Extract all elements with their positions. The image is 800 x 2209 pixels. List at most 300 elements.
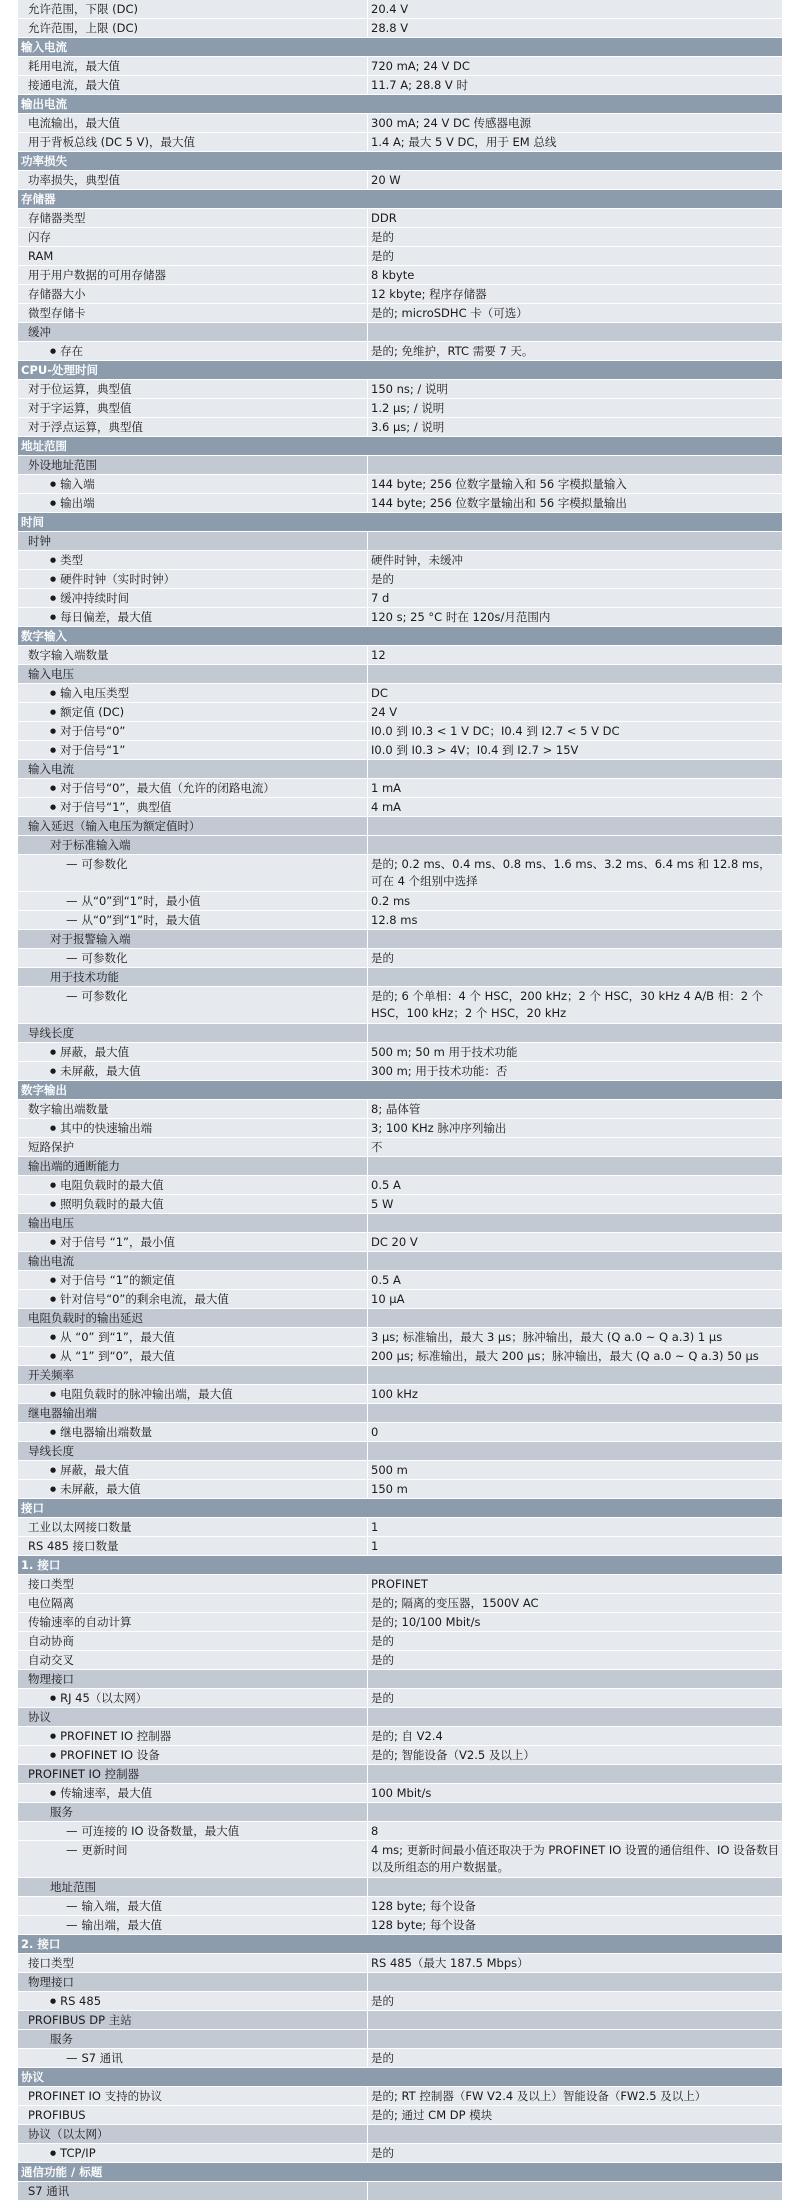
spec-value: 3 µs; 标准输出，最大 3 µs；脉冲输出，最大 (Q a.0 ~ Q a.3) 1 µs: [367, 1328, 782, 1346]
spec-value: 3.6 µs; / 说明: [367, 418, 782, 436]
spec-label: 接口类型: [18, 1954, 367, 1972]
spec-label: — 更新时间: [18, 1841, 367, 1877]
spec-value: 150 ns; / 说明: [367, 380, 782, 398]
spec-value: [367, 760, 782, 778]
spec-label: ● 输入电压类型: [18, 684, 367, 702]
spec-row: [18, 1897, 782, 1916]
spec-row: [18, 1062, 782, 1081]
subsection-label: 输入延迟（输入电压为额定值时）: [28, 819, 201, 833]
subsection-label: 缓冲: [28, 325, 51, 339]
spec-label: ● 额定值 (DC): [18, 703, 367, 721]
spec-label: 接通电流，最大值: [18, 76, 367, 94]
section-title: 通信功能 / 标题: [21, 2165, 103, 2179]
subsection-row: [18, 2030, 782, 2049]
spec-value: [367, 1309, 782, 1327]
spec-label: 对于浮点运算，典型值: [18, 418, 367, 436]
spec-value: 不: [367, 1138, 782, 1156]
spec-row: [18, 399, 782, 418]
spec-row: [18, 475, 782, 494]
subsection-row: [18, 1670, 782, 1689]
spec-row: [18, 1385, 782, 1404]
spec-value: 7 d: [367, 589, 782, 607]
spec-value: 12 kbyte; 程序存储器: [367, 285, 782, 303]
spec-label: ● 对于信号 “1”，最小值: [18, 1233, 367, 1251]
spec-value: 是的; 智能设备（V2.5 及以上）: [367, 1746, 782, 1764]
section-title: 数字输入: [21, 629, 67, 643]
spec-label: ● 从 “1” 到“0”，最大值: [18, 1347, 367, 1365]
spec-value: [367, 1214, 782, 1232]
section-title: 输入电流: [21, 40, 67, 54]
spec-label: — 可参数化: [18, 987, 367, 1023]
spec-row: [18, 209, 782, 228]
spec-row: [18, 2144, 782, 2163]
spec-label: 闪存: [18, 228, 367, 246]
spec-value: [367, 456, 782, 474]
subsection-label: 协议: [28, 1710, 51, 1724]
spec-label: ● RJ 45（以太网）: [18, 1689, 367, 1707]
spec-row: [18, 1119, 782, 1138]
spec-label: ● 照明负载时的最大值: [18, 1195, 367, 1213]
spec-label: 短路保护: [18, 1138, 367, 1156]
subsection-label: 对于报警输入端: [50, 932, 131, 946]
spec-value: 是的: [367, 570, 782, 588]
spec-value: 是的; 自 V2.4: [367, 1727, 782, 1745]
spec-label: 自动交叉: [18, 1651, 367, 1669]
spec-label: ● 每日偏差，最大值: [18, 608, 367, 626]
spec-value: 是的: [367, 1632, 782, 1650]
subsection-label: 对于标准输入端: [50, 838, 131, 852]
spec-value: 是的; 6 个单相：4 个 HSC，200 kHz；2 个 HSC，30 kHz 4 A/B 相：2 个 HSC，100 kHz；2 个 HSC，20 kHz: [367, 987, 782, 1023]
spec-label: ● PROFINET IO 设备: [18, 1746, 367, 1764]
subsection-label: 输出端的通断能力: [28, 1159, 120, 1173]
spec-row: [18, 589, 782, 608]
spec-value: 12.8 ms: [367, 911, 782, 929]
spec-row: [18, 1195, 782, 1214]
spec-row: [18, 494, 782, 513]
section-header: [18, 1935, 782, 1954]
spec-label: 数字输出端数量: [18, 1100, 367, 1118]
spec-value: 1: [367, 1537, 782, 1555]
spec-label: 传输速率的自动计算: [18, 1613, 367, 1631]
subsection-label: 开关频率: [28, 1368, 74, 1382]
spec-row: [18, 1138, 782, 1157]
spec-row: [18, 1461, 782, 1480]
spec-row: [18, 949, 782, 968]
spec-row: [18, 304, 782, 323]
spec-value: 是的: [367, 2144, 782, 2162]
spec-row: [18, 19, 782, 38]
spec-row: [18, 646, 782, 665]
spec-row: [18, 171, 782, 190]
section-title: 功率损失: [21, 154, 67, 168]
spec-row: [18, 855, 782, 892]
spec-row: [18, 722, 782, 741]
section-title: 地址范围: [21, 439, 67, 453]
spec-value: 1: [367, 1518, 782, 1536]
spec-value: 128 byte; 每个设备: [367, 1916, 782, 1934]
spec-row: [18, 1537, 782, 1556]
spec-value: DC 20 V: [367, 1233, 782, 1251]
subsection-label: 物理接口: [28, 1975, 74, 1989]
spec-row: [18, 1518, 782, 1537]
subsection-row: [18, 1803, 782, 1822]
spec-row: [18, 1822, 782, 1841]
spec-value: 300 m; 用于技术功能：否: [367, 1062, 782, 1080]
spec-label: 电流输出，最大值: [18, 114, 367, 132]
spec-label: ● 对于信号 “1”的额定值: [18, 1271, 367, 1289]
subsection-row: [18, 2125, 782, 2144]
subsection-label: 输入电流: [28, 762, 74, 776]
section-header: [18, 1556, 782, 1575]
spec-value: 150 m: [367, 1480, 782, 1498]
spec-label: 存储器大小: [18, 285, 367, 303]
subsection-row: [18, 2182, 782, 2201]
spec-row: [18, 342, 782, 361]
spec-value: 是的: [367, 247, 782, 265]
spec-value: [367, 1366, 782, 1384]
spec-label: 电位隔离: [18, 1594, 367, 1612]
section-header: [18, 1081, 782, 1100]
subsection-row: [18, 836, 782, 855]
subsection-label: 导线长度: [28, 1444, 74, 1458]
subsection-label: PROFIBUS DP 主站: [28, 2013, 132, 2027]
spec-row: [18, 57, 782, 76]
spec-value: 0.2 ms: [367, 892, 782, 910]
spec-label: ● 传输速率，最大值: [18, 1784, 367, 1802]
subsection-row: [18, 1157, 782, 1176]
spec-value: 0.5 A: [367, 1271, 782, 1289]
section-header: [18, 361, 782, 380]
subsection-label: 服务: [50, 2032, 73, 2046]
section-header: [18, 95, 782, 114]
section-title: 数字输出: [21, 1083, 67, 1097]
spec-value: 是的: [367, 949, 782, 967]
spec-row: [18, 133, 782, 152]
spec-label: — 从“0”到“1”时，最大值: [18, 911, 367, 929]
spec-row: [18, 266, 782, 285]
spec-label: ● RS 485: [18, 1992, 367, 2010]
spec-row: [18, 703, 782, 722]
spec-row: [18, 1100, 782, 1119]
subsection-row: [18, 930, 782, 949]
spec-value: 720 mA; 24 V DC: [367, 57, 782, 75]
section-header: [18, 38, 782, 57]
subsection-label: 输出电压: [28, 1216, 74, 1230]
spec-label: RAM: [18, 247, 367, 265]
spec-value: 100 Mbit/s: [367, 1784, 782, 1802]
subsection-row: [18, 760, 782, 779]
spec-value: 是的; 通过 CM DP 模块: [367, 2106, 782, 2124]
section-header: [18, 437, 782, 456]
spec-label: — 可参数化: [18, 949, 367, 967]
spec-value: 20 W: [367, 171, 782, 189]
spec-value: 4 ms; 更新时间最小值还取决于为 PROFINET IO 设置的通信组件、IO 设备数目以及所组态的用户数据量。: [367, 1841, 782, 1877]
section-header: [18, 190, 782, 209]
spec-value: 是的; 10/100 Mbit/s: [367, 1613, 782, 1631]
spec-value: 120 s; 25 °C 时在 120s/月范围内: [367, 608, 782, 626]
spec-label: ● 输出端: [18, 494, 367, 512]
subsection-row: [18, 1366, 782, 1385]
spec-row: [18, 741, 782, 760]
spec-value: RS 485（最大 187.5 Mbps）: [367, 1954, 782, 1972]
spec-label: ● 存在: [18, 342, 367, 360]
spec-value: PROFINET: [367, 1575, 782, 1593]
subsection-label: 时钟: [28, 534, 51, 548]
subsection-label: 服务: [50, 1805, 73, 1819]
spec-label: 允许范围，下限 (DC): [18, 0, 367, 18]
subsection-row: [18, 817, 782, 836]
spec-value: 是的: [367, 2049, 782, 2067]
spec-label: 自动协商: [18, 1632, 367, 1650]
spec-label: ● 输入端: [18, 475, 367, 493]
spec-label: 接口类型: [18, 1575, 367, 1593]
spec-row: [18, 779, 782, 798]
spec-value: [367, 1157, 782, 1175]
spec-label: ● 硬件时钟（实时时钟）: [18, 570, 367, 588]
spec-value: [367, 1024, 782, 1042]
subsection-row: [18, 2011, 782, 2030]
section-title: 2. 接口: [21, 1937, 61, 1951]
subsection-label: 用于技术功能: [50, 970, 119, 984]
section-header: [18, 152, 782, 171]
spec-label: 用于背板总线 (DC 5 V)，最大值: [18, 133, 367, 151]
spec-value: DDR: [367, 209, 782, 227]
spec-value: 是的: [367, 1992, 782, 2010]
spec-row: [18, 1916, 782, 1935]
spec-label: ● 电阻负载时的脉冲输出端，最大值: [18, 1385, 367, 1403]
spec-label: ● 未屏蔽，最大值: [18, 1480, 367, 1498]
spec-label: ● 缓冲持续时间: [18, 589, 367, 607]
spec-value: 是的; 隔离的变压器，1500V AC: [367, 1594, 782, 1612]
spec-value: [367, 1765, 782, 1783]
spec-row: [18, 418, 782, 437]
spec-label: — S7 通讯: [18, 2049, 367, 2067]
spec-row: [18, 1423, 782, 1442]
spec-label: ● 针对信号“0”的剩余电流，最大值: [18, 1290, 367, 1308]
spec-value: [367, 1252, 782, 1270]
spec-row: [18, 1727, 782, 1746]
subsection-label: 电阻负载时的输出延迟: [28, 1311, 143, 1325]
subsection-row: [18, 1765, 782, 1784]
spec-row: [18, 2049, 782, 2068]
spec-row: [18, 1746, 782, 1765]
spec-label: 工业以太网接口数量: [18, 1518, 367, 1536]
spec-value: 1.4 A; 最大 5 V DC，用于 EM 总线: [367, 133, 782, 151]
subsection-label: 协议（以太网）: [28, 2127, 109, 2141]
spec-row: [18, 1651, 782, 1670]
subsection-row: [18, 1442, 782, 1461]
spec-value: [367, 1442, 782, 1460]
spec-value: 144 byte; 256 位数字量输出和 56 字模拟量输出: [367, 494, 782, 512]
spec-row: [18, 987, 782, 1024]
spec-label: — 可连接的 IO 设备数量，最大值: [18, 1822, 367, 1840]
spec-value: 300 mA; 24 V DC 传感器电源: [367, 114, 782, 132]
spec-value: [367, 2011, 782, 2029]
spec-table: [18, 0, 782, 2201]
spec-row: [18, 1632, 782, 1651]
spec-value: 200 µs; 标准输出，最大 200 µs；脉冲输出，最大 (Q a.0 ~ Q a.3) 50 µs: [367, 1347, 782, 1365]
spec-label: ● 对于信号“0”，最大值（允许的闭路电流）: [18, 779, 367, 797]
spec-row: [18, 1176, 782, 1195]
spec-value: 500 m; 50 m 用于技术功能: [367, 1043, 782, 1061]
spec-value: [367, 1708, 782, 1726]
section-header: [18, 627, 782, 646]
spec-value: 12: [367, 646, 782, 664]
spec-row: [18, 608, 782, 627]
spec-value: I0.0 到 I0.3 < 1 V DC；I0.4 到 I2.7 < 5 V DC: [367, 722, 782, 740]
spec-row: [18, 1689, 782, 1708]
spec-label: ● 电阻负载时的最大值: [18, 1176, 367, 1194]
spec-row: [18, 114, 782, 133]
section-title: 接口: [21, 1501, 44, 1515]
spec-row: [18, 1271, 782, 1290]
spec-value: 硬件时钟，未缓冲: [367, 551, 782, 569]
spec-value: 是的: [367, 1689, 782, 1707]
spec-value: 500 m: [367, 1461, 782, 1479]
spec-value: 是的; 免维护，RTC 需要 7 天。: [367, 342, 782, 360]
spec-row: [18, 1613, 782, 1632]
spec-row: [18, 551, 782, 570]
spec-value: [367, 1973, 782, 1991]
spec-value: [367, 817, 782, 835]
spec-value: 8; 晶体管: [367, 1100, 782, 1118]
spec-row: [18, 0, 782, 19]
spec-value: [367, 1670, 782, 1688]
spec-value: 3; 100 KHz 脉冲序列输出: [367, 1119, 782, 1137]
spec-value: 是的; RT 控制器（FW V2.4 及以上）智能设备（FW2.5 及以上）: [367, 2087, 782, 2105]
spec-row: [18, 1575, 782, 1594]
subsection-label: 继电器输出端: [28, 1406, 97, 1420]
spec-row: [18, 1954, 782, 1973]
subsection-row: [18, 1214, 782, 1233]
spec-label: PROFIBUS: [18, 2106, 367, 2124]
spec-label: 耗用电流，最大值: [18, 57, 367, 75]
spec-label: ● 对于信号“1”: [18, 741, 367, 759]
spec-row: [18, 380, 782, 399]
spec-row: [18, 1233, 782, 1252]
subsection-row: [18, 1404, 782, 1423]
spec-value: 20.4 V: [367, 0, 782, 18]
spec-value: [367, 1404, 782, 1422]
spec-row: [18, 2106, 782, 2125]
spec-label: ● 类型: [18, 551, 367, 569]
spec-value: [367, 930, 782, 948]
spec-row: [18, 892, 782, 911]
spec-value: 4 mA: [367, 798, 782, 816]
spec-row: [18, 285, 782, 304]
spec-value: 28.8 V: [367, 19, 782, 37]
subsection-label: 输入电压: [28, 667, 74, 681]
spec-row: [18, 2087, 782, 2106]
spec-label: — 输出端，最大值: [18, 1916, 367, 1934]
subsection-label: 地址范围: [50, 1880, 96, 1894]
spec-value: I0.0 到 I0.3 > 4V；I0.4 到 I2.7 > 15V: [367, 741, 782, 759]
spec-row: [18, 1480, 782, 1499]
spec-value: 是的; 0.2 ms、0.4 ms、0.8 ms、1.6 ms、3.2 ms、6.4 ms 和 12.8 ms，可在 4 个组别中选择: [367, 855, 782, 891]
spec-label: ● 其中的快速输出端: [18, 1119, 367, 1137]
subsection-label: 输出电流: [28, 1254, 74, 1268]
spec-label: 功率损失，典型值: [18, 171, 367, 189]
spec-row: [18, 1841, 782, 1878]
spec-label: ● 未屏蔽，最大值: [18, 1062, 367, 1080]
spec-value: [367, 2182, 782, 2200]
spec-row: [18, 798, 782, 817]
spec-value: 8: [367, 1822, 782, 1840]
spec-value: 11.7 A; 28.8 V 时: [367, 76, 782, 94]
spec-value: [367, 323, 782, 341]
spec-value: 1 mA: [367, 779, 782, 797]
spec-value: 10 µA: [367, 1290, 782, 1308]
subsection-label: PROFINET IO 控制器: [28, 1767, 140, 1781]
section-title: 存储器: [21, 192, 56, 206]
spec-row: [18, 76, 782, 95]
spec-label: 数字输入端数量: [18, 646, 367, 664]
spec-label: — 从“0”到“1”时，最小值: [18, 892, 367, 910]
section-title: 输出电流: [21, 97, 67, 111]
section-title: 1. 接口: [21, 1558, 61, 1572]
spec-label: RS 485 接口数量: [18, 1537, 367, 1555]
spec-row: [18, 1328, 782, 1347]
subsection-row: [18, 323, 782, 342]
subsection-row: [18, 968, 782, 987]
spec-row: [18, 1290, 782, 1309]
spec-row: [18, 1043, 782, 1062]
spec-label: — 可参数化: [18, 855, 367, 891]
spec-label: ● 对于信号“1”，典型值: [18, 798, 367, 816]
spec-value: [367, 1878, 782, 1896]
spec-row: [18, 570, 782, 589]
spec-value: [367, 968, 782, 986]
section-title: 协议: [21, 2070, 44, 2084]
spec-label: — 输入端，最大值: [18, 1897, 367, 1915]
spec-label: ● 屏蔽，最大值: [18, 1043, 367, 1061]
spec-value: 0.5 A: [367, 1176, 782, 1194]
spec-row: [18, 1784, 782, 1803]
spec-value: 0: [367, 1423, 782, 1441]
subsection-row: [18, 1878, 782, 1897]
spec-row: [18, 247, 782, 266]
spec-value: 144 byte; 256 位数字量输入和 56 字模拟量输入: [367, 475, 782, 493]
spec-value: 是的: [367, 1651, 782, 1669]
spec-label: 对于字运算，典型值: [18, 399, 367, 417]
spec-value: 128 byte; 每个设备: [367, 1897, 782, 1915]
subsection-row: [18, 532, 782, 551]
spec-row: [18, 1347, 782, 1366]
spec-label: ● 从 “0” 到“1”，最大值: [18, 1328, 367, 1346]
section-header: [18, 2068, 782, 2087]
spec-row: [18, 684, 782, 703]
spec-value: DC: [367, 684, 782, 702]
spec-row: [18, 1594, 782, 1613]
spec-row: [18, 228, 782, 247]
spec-value: [367, 1803, 782, 1821]
spec-label: 允许范围，上限 (DC): [18, 19, 367, 37]
subsection-label: 物理接口: [28, 1672, 74, 1686]
spec-label: ● 屏蔽，最大值: [18, 1461, 367, 1479]
spec-value: 1.2 µs; / 说明: [367, 399, 782, 417]
spec-value: [367, 2030, 782, 2048]
subsection-row: [18, 1708, 782, 1727]
section-title: CPU-处理时间: [21, 363, 98, 377]
subsection-row: [18, 1024, 782, 1043]
section-header: [18, 2163, 782, 2182]
subsection-label: 导线长度: [28, 1026, 74, 1040]
spec-value: 100 kHz: [367, 1385, 782, 1403]
section-header: [18, 513, 782, 532]
spec-value: [367, 2125, 782, 2143]
spec-value: [367, 532, 782, 550]
spec-row: [18, 911, 782, 930]
